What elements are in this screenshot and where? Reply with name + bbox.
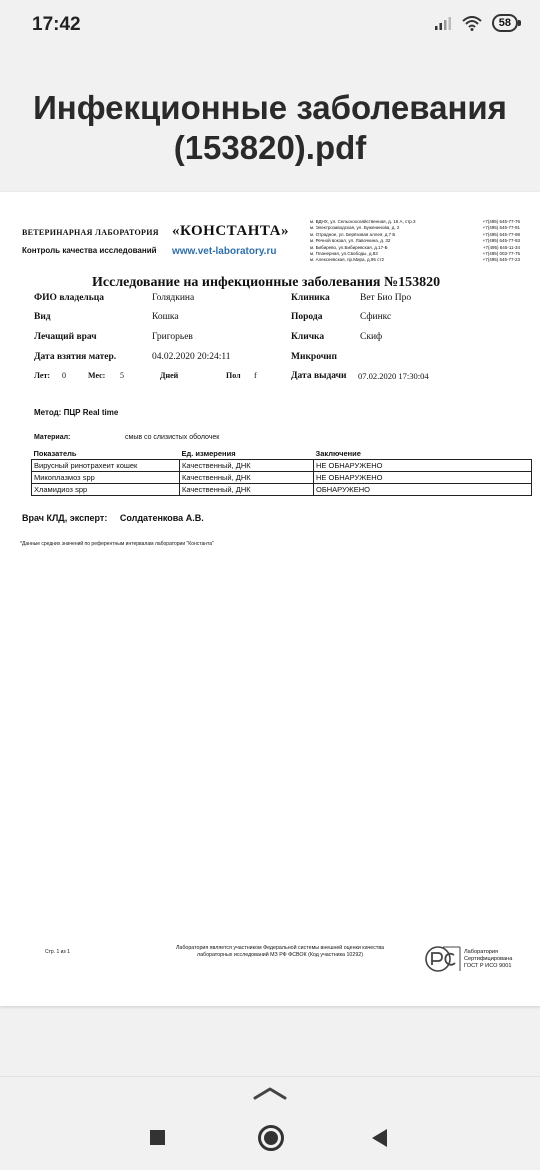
table-cell: НЕ ОБНАРУЖЕНО: [314, 460, 532, 472]
address-phone: +7(495) 003-77-75: [482, 251, 520, 257]
certification-text: [464, 949, 512, 970]
document-title: [0, 88, 540, 168]
days-label: Дней: [160, 371, 179, 380]
method: Метод: ПЦР Real time: [34, 408, 119, 417]
breed-label: Порода: [291, 312, 323, 322]
chevron-up-icon[interactable]: [252, 1085, 288, 1101]
lab-name: ВЕТЕРИНАРНАЯ ЛАБОРАТОРИЯ: [22, 228, 159, 237]
owner-value: Голядкина: [152, 293, 195, 303]
fsvok-line: лабораторных исследований МЗ РФ ФСВОК (Код участника 10292): [197, 952, 363, 958]
sample-date-label: Дата взятия матер.: [34, 352, 117, 362]
material-label: Материал:: [34, 434, 71, 441]
table-row: [32, 484, 532, 496]
material-value: смыв со слизистых оболочек: [125, 434, 220, 441]
column-header: Ед. измерения: [180, 448, 314, 460]
sample-date-value: 04.02.2020 20:24:11: [152, 352, 231, 362]
doctor-label: Лечащий врач: [34, 332, 97, 342]
species-label: Вид: [34, 312, 51, 322]
table-cell: Качественный, ДНК: [180, 484, 314, 496]
table-row: [32, 472, 532, 484]
cert-line: Лаборатория: [464, 949, 499, 955]
column-header: Показатель: [32, 448, 180, 460]
table-cell: ОБНАРУЖЕНО: [314, 484, 532, 496]
footnote: *Данные средних значений по референтным интервалам лаборатории "Константа": [20, 541, 214, 547]
clinic-value: Вет Био Про: [360, 293, 412, 303]
issue-date-label: Дата выдачи: [291, 371, 347, 381]
fsvok-line: Лаборатория является участником Федеральной системы внешней оценки качества: [175, 945, 385, 951]
address-phone: +7(495) 645-77-93: [482, 238, 520, 244]
address-text: м. Планерная, ул.Свободы, д.83: [310, 251, 378, 257]
months-label: Мес:: [88, 371, 106, 380]
signal-icon: [434, 16, 452, 30]
results-table: [31, 448, 532, 496]
address-text: м. Отрадное, ул. Берёзовая аллея, д.7 Б: [310, 231, 396, 237]
lab-subtitle: Контроль качества исследований: [22, 246, 157, 255]
breed-value: Сфинкс: [360, 312, 392, 322]
sex-label: Пол: [226, 371, 241, 380]
expert-label: Врач КЛД, эксперт:: [22, 513, 108, 523]
address-phone: +7(495) 645-11-34: [482, 244, 520, 250]
address-text: м. Алексеевская, пр.Мира, д.95 ст2: [310, 257, 384, 263]
years-label: Лет:: [34, 371, 51, 380]
species-value: Кошка: [152, 312, 179, 322]
lab-brand: «КОНСТАНТА»: [172, 223, 290, 239]
back-button[interactable]: [372, 1129, 387, 1147]
cert-line: Сертифицирована: [464, 956, 513, 962]
table-cell: Хламидиоз spp: [32, 484, 180, 496]
address-text: м. Речной вокзал, ул. Лавочкина, д. 32: [310, 238, 391, 244]
address-phone: +7(495) 645-77-23: [482, 257, 520, 263]
expert-name: Солдатенкова А.В.: [119, 513, 204, 523]
owner-label: ФИО владельца: [34, 293, 104, 303]
study-title: Исследование на инфекционные заболевания №153820: [92, 275, 441, 290]
results-header-row: [32, 448, 532, 460]
battery-indicator: 58: [492, 14, 518, 32]
nickname-value: Скиф: [360, 332, 383, 342]
document-title-line2: (153820).pdf: [173, 129, 367, 166]
months-value: 5: [120, 371, 124, 380]
page-number: Стр. 1 из 1: [45, 949, 70, 955]
chip-label: Микрочип: [291, 352, 338, 362]
address-text: м. ВДНХ, ул. Сельскохозяйственная, д. 16 А, стр.3: [310, 219, 416, 224]
recent-apps-button[interactable]: [150, 1130, 165, 1145]
lab-website-link[interactable]: www.vet-laboratory.ru: [172, 246, 277, 257]
address-row: [310, 257, 520, 263]
status-icons: [434, 14, 518, 32]
table-cell: Качественный, ДНК: [180, 460, 314, 472]
sex-value: f: [254, 371, 257, 380]
home-button[interactable]: [258, 1125, 284, 1151]
table-cell: Микоплазмоз spp: [32, 472, 180, 484]
column-header: Заключение: [314, 448, 532, 460]
lab-addresses: [310, 219, 520, 264]
table-cell: Вирусный ринотрахеит кошек: [32, 460, 180, 472]
clinic-label: Клиника: [291, 293, 330, 303]
status-time: 17:42: [32, 14, 81, 35]
pdf-page[interactable]: [0, 192, 540, 1006]
address-phone: +7(495) 645-77-98: [482, 231, 520, 237]
certification-logo-icon: [424, 944, 462, 974]
fsvok-notice: [145, 945, 415, 959]
doctor-value: Григорьев: [152, 332, 193, 342]
status-bar: [0, 0, 540, 48]
issue-date-value: 07.02.2020 17:30:04: [358, 371, 429, 381]
address-phone: +7(495) 645-77-76: [482, 219, 520, 224]
table-cell: НЕ ОБНАРУЖЕНО: [314, 472, 532, 484]
cert-line: ГОСТ Р ИСО 9001: [464, 963, 512, 969]
table-row: [32, 460, 532, 472]
document-title-line1: Инфекционные заболевания: [33, 89, 507, 126]
address-text: м. Бибирево, ул.Бибиревская, д.17-Б: [310, 244, 388, 250]
table-cell: Качественный, ДНК: [180, 472, 314, 484]
wifi-icon: [462, 16, 482, 31]
address-text: м. Электрозаводская, ул. Буженинова, д. 2: [310, 225, 400, 231]
expert-signature: [22, 513, 204, 523]
address-phone: +7(495) 645-77-91: [482, 225, 520, 231]
navigation-bar: [0, 1076, 540, 1170]
years-value: 0: [62, 371, 66, 380]
nickname-label: Кличка: [291, 332, 325, 342]
